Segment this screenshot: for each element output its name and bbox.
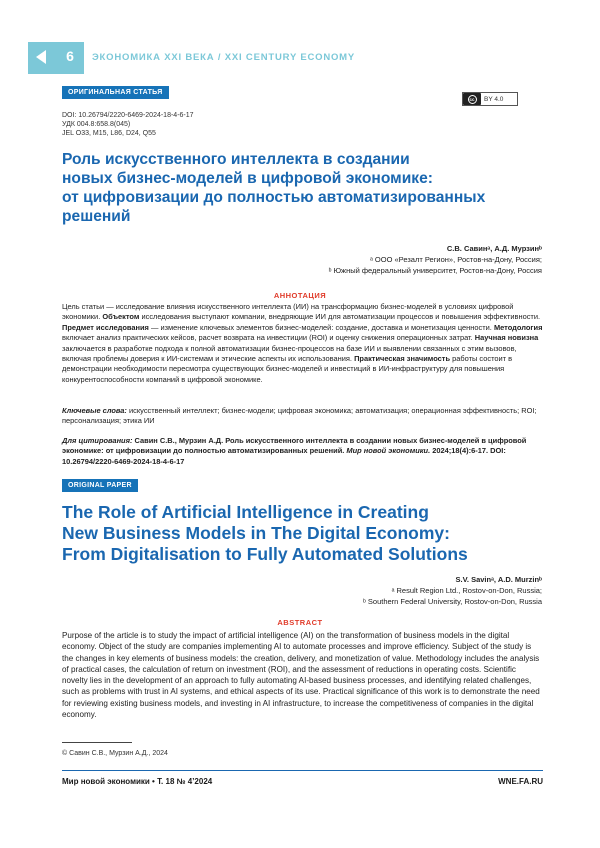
doi-line[interactable]: DOI: 10.26794/2220-6469-2024-18-4-6-17 — [62, 112, 194, 119]
footer-divider — [62, 770, 543, 771]
copyright-divider — [62, 742, 132, 743]
citation-doi[interactable]: 2024;18(4):6-17. DOI: 10.26794/2220-6469-2024-18-4-6-17 — [62, 446, 506, 466]
title-ru-line: новых бизнес-моделей в цифровой экономике: — [62, 170, 433, 187]
affiliation-b-ru: ᵇ Южный федеральный университет, Ростов-на-Дону, Россия — [328, 266, 542, 275]
abstract-label: Практическая значимость — [354, 354, 451, 364]
license-text: BY 4.0 — [484, 95, 504, 103]
title-ru-line: от цифровизации до полностью автоматизированных — [62, 189, 486, 206]
title-en-line: New Business Models in The Digital Economy: — [62, 523, 450, 543]
article-type-badge: ОРИГИНАЛЬНАЯ СТАТЬЯ — [62, 86, 169, 99]
keywords-ru — [62, 406, 543, 427]
license-badge[interactable] — [462, 92, 518, 106]
footer-journal-issue: Мир новой экономики • Т. 18 № 4’2024 — [62, 777, 213, 786]
cc-logo-icon: cc — [463, 93, 481, 105]
authors-en — [363, 574, 542, 607]
abstract-en: Purpose of the article is to study the impact of artificial intelligence (AI) on the transformation of business models in the digital economy. Object of the study are companies implementing AI to automate processes and improve efficiency. Subject of the study is the changes in key elements of business models: the creation, delivery, and monetization of value. Methodology includes the analysis of practical cases, the calculation of return on investment (ROI), and the assessment of reductions in operating costs. Scientific novelty lies in the development of an approach to fully automating AI-based business processes, and identifying related challenges, such as problems with trust in AI systems, and ethical aspects of its use. Practical significance of this work is to demonstrate the need for reviewing existing business models, and investing in AI infrastructure, to increase the competitiveness of companies in the digital economy. — [62, 631, 540, 720]
citation-text: Савин С.В., Мурзин А.Д. Роль искусственного интеллекта в создании новых бизнес-моделей в цифровой экономике: от цифровизации до полностью автоматизированных решений. — [62, 436, 527, 456]
copyright: © Савин С.В., Мурзин А.Д., 2024 — [62, 750, 168, 757]
abstract-text: Цель статьи — исследование влияния искусственного интеллекта (ИИ) на трансформацию бизнес-моделей в условиях цифровой экономики. — [62, 302, 514, 322]
keywords-text: искусственный интеллект; бизнес-модели; цифровая экономика; автоматизация; операционная эффективность; ROI; персонализация; этика ИИ — [62, 406, 537, 426]
title-ru-line: Роль искусственного интеллекта в создании — [62, 151, 410, 168]
title-en-line: The Role of Artificial Intelligence in Creating — [62, 502, 429, 522]
footer-website-link[interactable]: WNE.FA.RU — [498, 777, 543, 786]
abstract-text: исследования выступают компании, внедряющие ИИ для автоматизации процессов и повышения эффективности. — [139, 312, 541, 322]
article-title-ru — [62, 150, 542, 226]
abstract-heading-ru: АННОТАЦИЯ — [273, 291, 327, 300]
affiliation-a-en: ᵃ Result Region Ltd., Rostov-on-Don, Russia; — [391, 586, 542, 595]
keywords-label: Ключевые слова: — [62, 406, 127, 415]
abstract-text: включает анализ практических кейсов, расчет возврата на инвестиции (ROI) и оценку снижения операционных затрат. — [62, 333, 475, 343]
journal-running-title: ЭКОНОМИКА XXI ВЕКА / XXI CENTURY ECONOMY — [92, 52, 356, 63]
citation-journal: Мир новой экономики. — [346, 446, 431, 456]
title-en-line: From Digitalisation to Fully Automated Solutions — [62, 544, 468, 564]
abstract-text: — изменение ключевых элементов бизнес-моделей: создание, доставка и монетизация ценности. — [148, 322, 494, 332]
author-names-en: S.V. Savinᵃ, A.D. Murzinᵇ — [455, 575, 542, 584]
abstract-heading-en: ABSTRACT — [277, 618, 323, 627]
citation-block — [62, 436, 543, 467]
author-names-ru: С.В. Савинᵃ, А.Д. Мурзинᵇ — [446, 244, 542, 253]
title-ru-line: решений — [62, 208, 131, 225]
authors-ru — [329, 243, 542, 276]
abstract-text: работы состоит в демонстрации необходимости пересмотра существующих бизнес-моделей и инвестиций в ИИ-инфраструктуру для повышения конкурентоспособности компаний в цифровой экономике. — [62, 354, 513, 384]
affiliation-b-en: ᵇ Southern Federal University, Rostov-on-Don, Russia — [362, 597, 542, 606]
citation-label: Для цитирования: — [62, 436, 133, 445]
abstract-label: Научная новизна — [474, 333, 539, 343]
page-number: 6 — [66, 48, 74, 64]
abstract-ru — [62, 302, 543, 385]
abstract-label: Предмет исследования — [62, 322, 149, 332]
affiliation-a-ru: ᵃ ООО «Резалт Регион», Ростов-на-Дону, Россия; — [370, 255, 542, 264]
abstract-label: Объектом — [102, 312, 140, 322]
jel-line: JEL O33, M15, L86, D24, Q55 — [62, 130, 156, 137]
triangle-left-icon — [36, 50, 46, 64]
article-type-badge-en: ORIGINAL PAPER — [62, 479, 138, 492]
abstract-label: Методология — [493, 322, 543, 332]
article-title-en — [62, 502, 542, 565]
abstract-text: заключается в разработке подхода к полной автоматизации бизнес-процессов на базе ИИ и выявлении связанных с этим вызовов, включая проблемы доверия к ИИ-системам и этические аспекты их использования. — [62, 343, 517, 364]
udk-line: УДК 004.8:658.8(045) — [62, 121, 131, 128]
